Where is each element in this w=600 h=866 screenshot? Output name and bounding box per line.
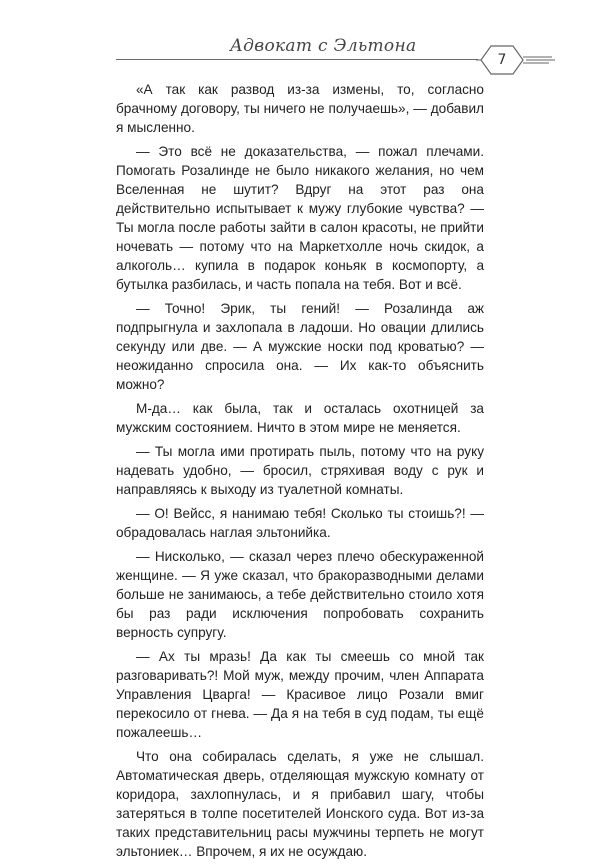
running-title: Адвокат с Эльтона <box>230 36 417 56</box>
paragraph: — Точно! Эрик, ты гений! — Розалинда аж подпрыгнула и захлопала в ладоши. Но овации длились секунду или две. — А мужские носки под кроватью? — неожиданно спросила она. — Их как-то объяснить можно? <box>116 301 484 392</box>
paragraph: — Нисколько, — сказал через плечо обескураженной женщине. — Я уже сказал, что бракоразводными делами больше не занимаюсь, а тебе действительно стоило хотя бы раз ради исключения попробовать сохранить верность супругу. <box>116 549 484 640</box>
body-text <box>116 80 484 866</box>
page-number: 7 <box>497 52 507 68</box>
paragraph: — О! Вейсс, я нанимаю тебя! Сколько ты стоишь?! — обрадовалась наглая эльтонийка. <box>116 506 484 540</box>
paragraph: Что она собиралась сделать, я уже не слышал. Автоматическая дверь, отделяющая мужскую комнату от коридора, захлопнулась, и я прибавил шагу, чтобы затеряться в толпе посетителей Ионского суда. Вот из-за таких представительниц расы мужчины терпеть не могут эльтониек… Впрочем, я их не осуждаю. <box>116 749 484 859</box>
paragraph: М-да… как была, так и осталась охотницей за мужским состоянием. Ничто в этом мире не меняется. <box>116 401 484 435</box>
paragraph: «А так как развод из-за измены, то, согласно брачному договору, ты ничего не получаешь», — добавил я мысленно. <box>116 82 484 135</box>
paragraph: — Это всё не доказательства, — пожал плечами. Помогать Розалинде не было никакого желания, но чем Вселенная не шутит? Вдруг на этот раз она действительно испытывает к мужу глубокие чувства? — Ты могла после работы зайти в салон красоты, не прийти ночевать — потому что на Маркетхолле ночь скидок, а алкоголь… купила в подарок коньяк в космопорту, а бутылка разбилась, и часть попала на тебя. Вот и всё. <box>116 144 484 292</box>
page-number-badge <box>476 40 556 84</box>
paragraph: — Ты могла ими протирать пыль, потому что на руку надевать удобно, — бросил, стряхивая воду с рук и направляясь к выходу из туалетной комнаты. <box>116 444 484 497</box>
paragraph: — Ах ты мразь! Да как ты смеешь со мной так разговаривать?! Мой муж, между прочим, член Аппарата Управления Цварга! — Красивое лицо Розали вмиг перекосило от гнева. — Да я на тебя в суд подам, ты ещё пожалеешь… <box>116 649 484 740</box>
header-rule <box>116 59 478 60</box>
hexagon-ornament-icon <box>476 40 556 84</box>
